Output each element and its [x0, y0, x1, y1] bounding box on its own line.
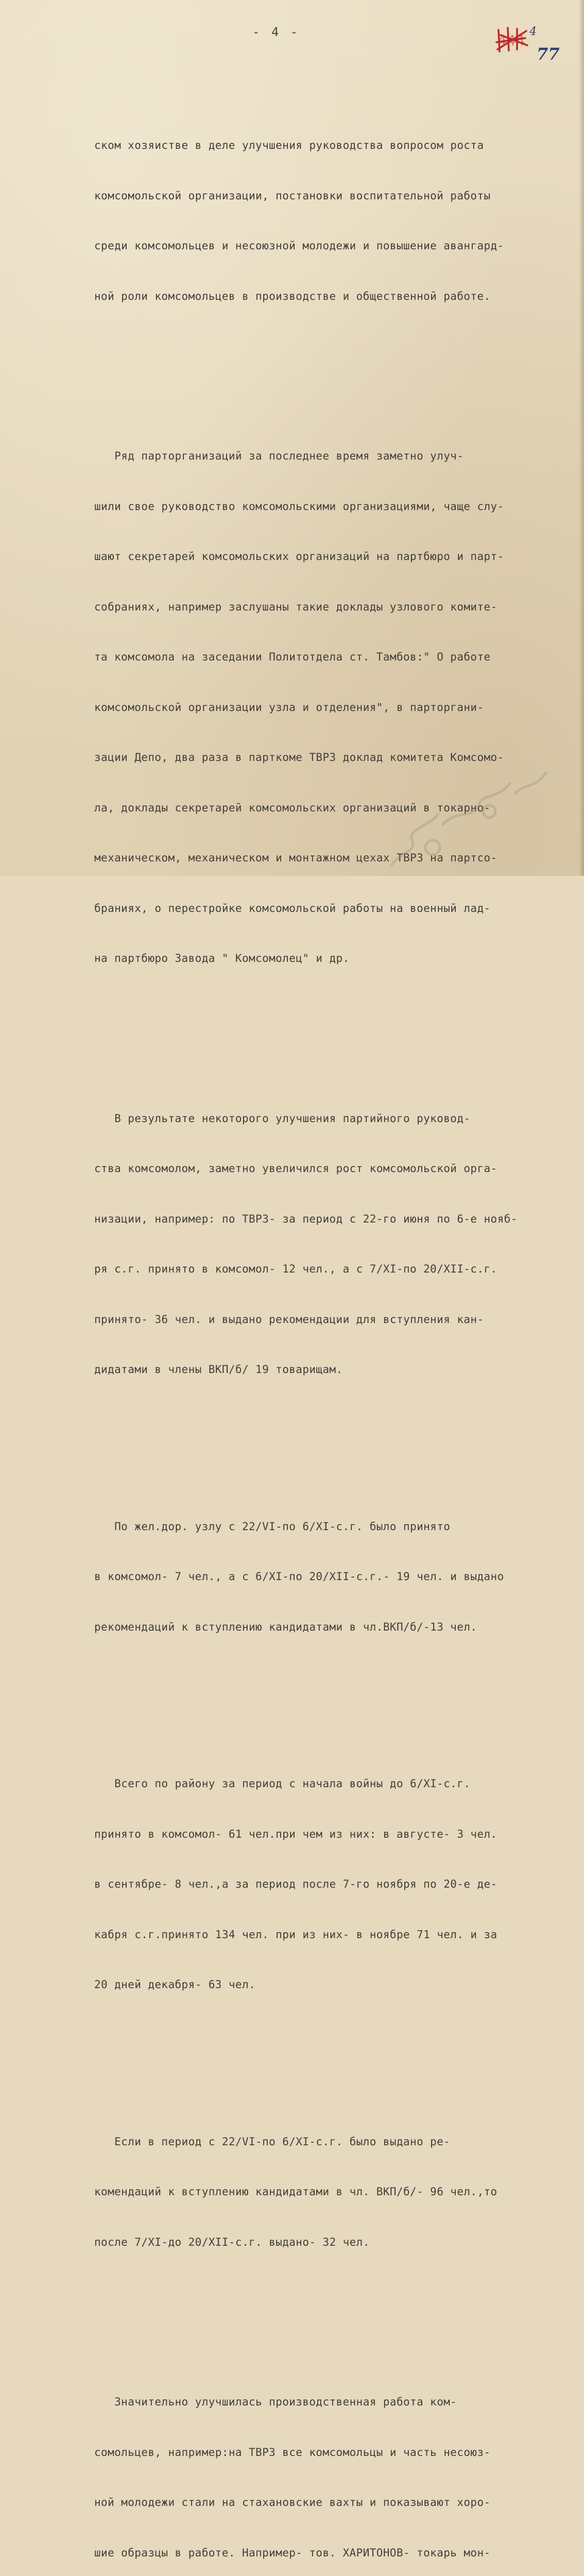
text-line: 20 дней декабря- 63 чел.	[94, 1978, 256, 1991]
text-line: Ряд парторганизаций за последнее время заметно улуч-	[94, 450, 464, 462]
text-line: зации Депо, два раза в парткоме ТВРЗ доклад комитета Комсомо-	[94, 751, 504, 764]
text-line: в комсомол- 7 чел., а с 6/XI-по 20/XII-с.г.- 19 чел. и выдано	[94, 1570, 504, 1583]
text-line: та комсомола на заседании Политотдела ст. Тамбов:" О работе	[94, 651, 491, 663]
text-line: принято в комсомол- 61 чел.при чем из них: в августе- 3 чел.	[94, 1827, 497, 1840]
corrected-page-number: 4	[529, 25, 537, 38]
text-line: принято- 36 чел. и выдано рекомендации для вступления кан-	[94, 1313, 484, 1326]
paragraph-railway-junction	[94, 1485, 560, 1669]
paragraph-intro	[94, 104, 560, 338]
text-line: кабря с.г.принято 134 чел. при из них- в ноябре 71 чел. и за	[94, 1928, 497, 1941]
text-line: шили свое руководство комсомольскими организациями, чаще слу-	[94, 500, 504, 513]
text-line: низации, например: по ТВРЗ- за период с 22-го июня по 6-е нояб-	[94, 1212, 518, 1225]
typed-body	[94, 70, 560, 2576]
text-line: ной роли комсомольцев в производстве и общественной работе.	[94, 290, 491, 302]
text-line: ства комсомолом, заметно увеличился рост комсомольской орга-	[94, 1162, 497, 1175]
paragraph-party-guidance	[94, 414, 560, 1001]
text-line: комсомольской организации узла и отделения", в парторгани-	[94, 701, 484, 714]
text-line: дидатами в члены ВКП/б/ 19 товарищам.	[94, 1363, 343, 1376]
text-line: собраниях, например заслушаны такие доклады узлового комите-	[94, 600, 497, 613]
text-line: шают секретарей комсомольских организаций на партбюро и парт-	[94, 550, 504, 563]
page-number: - 4 -	[252, 25, 300, 39]
paper-edge	[579, 0, 584, 876]
text-line: комсомольской организации, постановки воспитательной работы	[94, 189, 491, 202]
text-line: ря с.г. принято в комсомол- 12 чел., а с 7/XI-по 20/XII-с.г.	[94, 1263, 497, 1275]
text-line: комендаций к вступлению кандидатами в чл. ВКП/б/- 96 чел.,то	[94, 2185, 497, 2198]
text-line: рекомендаций к вступлению кандидатами в чл.ВКП/б/-13 чел.	[94, 1620, 477, 1633]
text-line: сомольцев, например:на ТВРЗ все комсомольцы и часть несоюз-	[94, 2446, 491, 2459]
text-line: По жел.дор. узлу с 22/VI-по 6/XI-с.г. было принято	[94, 1520, 451, 1533]
text-line: ла, доклады секретарей комсомольских организаций в токарно-	[94, 801, 491, 814]
struck-number-text: 444	[497, 32, 525, 49]
paragraph-growth-results	[94, 1077, 560, 1412]
text-line: Всего по району за период с начала войны до 6/XI-с.г.	[94, 1777, 471, 1790]
archive-watermark	[360, 762, 566, 876]
text-line: среди комсомольцев и несоюзной молодежи и повышение авангард-	[94, 240, 504, 252]
paragraph-district-total	[94, 1742, 560, 2027]
text-line: ной молодежи стали на стахановские вахты и показывают хоро-	[94, 2496, 491, 2509]
text-line: на партбюро Завода " Комсомолец" и др.	[94, 952, 350, 964]
text-line: после 7/XI-до 20/XII-с.г. выдано- 32 чел.	[94, 2235, 370, 2248]
paragraph-production-work	[94, 2360, 560, 2576]
text-line: В результате некоторого улучшения партийного руковод-	[94, 1112, 471, 1125]
text-line: в сентябре- 8 чел.,а за период после 7-го ноября по 20-е де-	[94, 1878, 497, 1890]
text-line: браниях, о перестройке комсомольской работы на военный лад-	[94, 902, 491, 914]
text-line: ском хозяистве в деле улучшения руководства вопросом роста	[94, 139, 484, 151]
text-line: механическом, механическом и монтажном цехах ТВРЗ на партсо-	[94, 852, 497, 864]
text-line: Значительно улучшилась производственная работа ком-	[94, 2396, 457, 2408]
folio-number: 77	[537, 44, 560, 64]
archive-folio-annotation	[494, 20, 572, 66]
text-line: шие образцы в работе. Например- тов. ХАРИТОНОВ- токарь мон-	[94, 2546, 491, 2559]
text-line: Если в период с 22/VI-по 6/XI-с.г. было выдано ре-	[94, 2135, 451, 2148]
paragraph-recommendations	[94, 2100, 560, 2284]
